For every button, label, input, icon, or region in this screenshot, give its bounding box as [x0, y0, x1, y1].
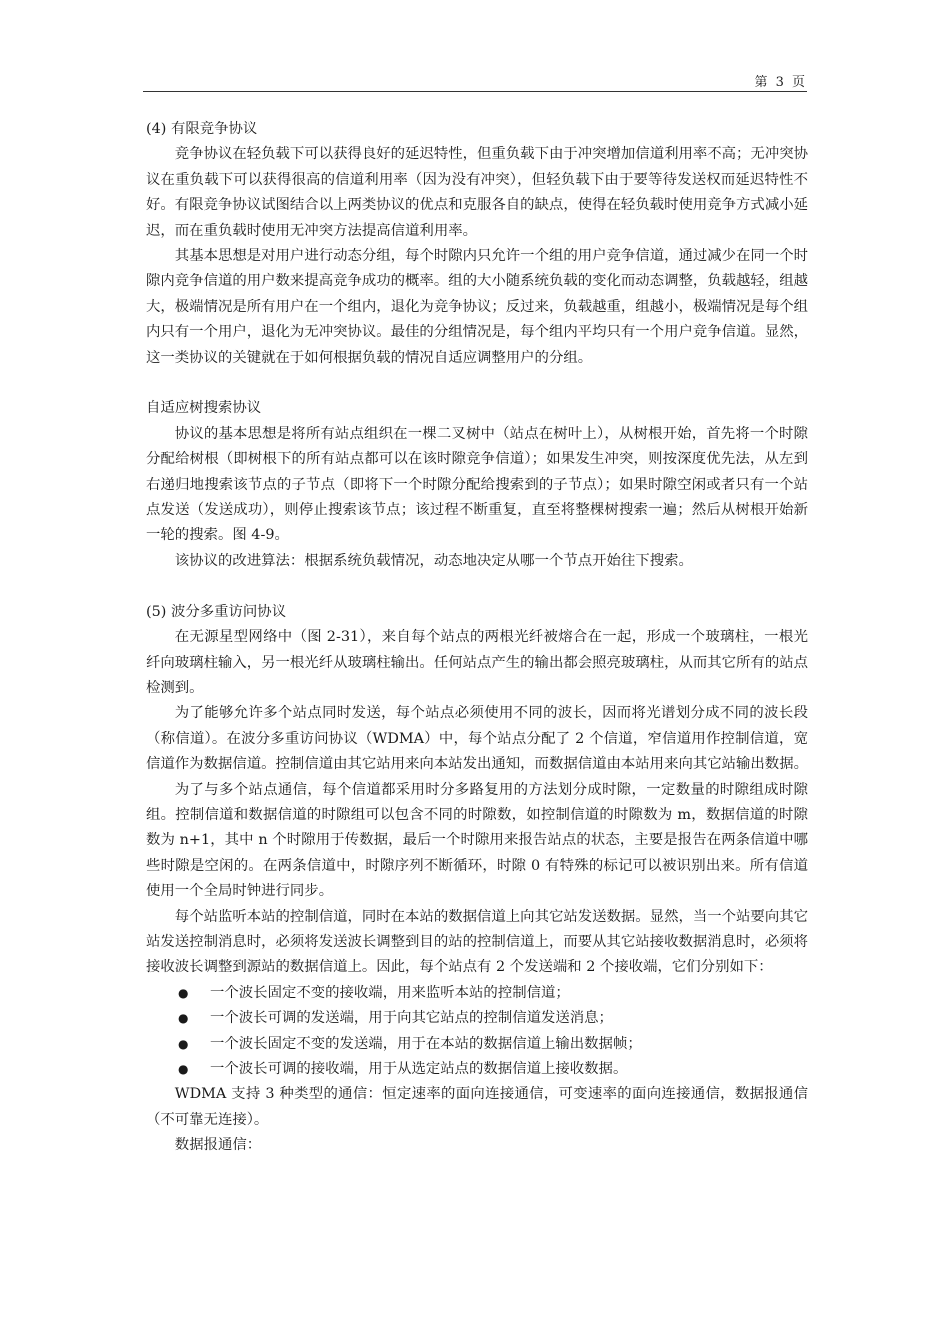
- paragraph: 数据报通信：: [174, 1137, 262, 1154]
- list-item: [146, 981, 808, 1006]
- spacer: [146, 371, 808, 396]
- list-item: [146, 1006, 808, 1031]
- list-item-text: 一个波长固定不变的接收端，用来监听本站的控制信道；: [210, 984, 570, 1001]
- paragraph: 在无源星型网络中（图 2-31），来自每个站点的两根光纤被熔合在一起，形成一个玻璃柱，一根光纤向玻璃柱输入，另一根光纤从玻璃柱输出。任何站点产生的输出都会照亮玻璃柱，从而其它所有的站点检测到。: [146, 629, 808, 696]
- section-heading-limited-contention: (4) 有限竞争协议: [146, 121, 258, 137]
- list-item: [146, 1057, 808, 1082]
- list-item: [146, 1032, 808, 1057]
- page-number-header: 第 3 页: [754, 75, 807, 90]
- document-body: [146, 117, 808, 1159]
- paragraph: 协议的基本思想是将所有站点组织在一棵二叉树中（站点在树叶上），从树根开始，首先将一个时隙分配给树根（即树根下的所有站点都可以在该时隙竞争信道）；如果发生冲突，则按深度优先法，从左到右递归地搜索该节点的子节点（即将下一个时隙分配给搜索到的子节点）；如果时隙空闲或者只有一个站点发送（发送成功），则停止搜索该节点；该过程不断重复，直至将整棵树搜索一遍；然后从树根开始新一轮的搜索。图 4-9。: [146, 425, 808, 544]
- bullet-icon: ●: [178, 1011, 189, 1026]
- list-item-text: 一个波长可调的发送端，用于向其它站点的控制信道发送消息；: [210, 1010, 613, 1027]
- paragraph: WDMA 支持 3 种类型的通信：恒定速率的面向连接通信，可变速率的面向连接通信，数据报通信（不可靠无连接）。: [146, 1086, 808, 1128]
- spacer: [146, 574, 808, 599]
- bullet-icon: ●: [178, 985, 189, 1000]
- paragraph: 每个站监听本站的控制信道，同时在本站的数据信道上向其它站发送数据。显然，当一个站要向其它站发送控制消息时，必须将发送波长调整到目的站的控制信道上，而要从其它站接收数据消息时，必须将接收波长调整到源站的数据信道上。因此，每个站点有 2 个发送端和 2 个接收端，它们分别如下：: [146, 908, 808, 976]
- paragraph: 为了与多个站点通信，每个信道都采用时分多路复用的方法划分成时隙，一定数量的时隙组成时隙组。控制信道和数据信道的时隙组可以包含不同的时隙数，如控制信道的时隙数为 m，数据信道的时隙数为 n+1，其中 n 个时隙用于传数据，最后一个时隙用来报告站点的状态，主要是报告在两条信道中哪些时隙是空闲的。在两条信道中，时隙序列不断循环，时隙 0 有特殊的标记可以被识别出来。所有信道使用一个全局时钟进行同步。: [146, 781, 808, 900]
- paragraph: 为了能够允许多个站点同时发送，每个站点必须使用不同的波长，因而将光谱划分成不同的波长段（称信道）。在波分多重访问协议（WDMA）中，每个站点分配了 2 个信道，窄信道用作控制信道，宽信道作为数据信道。控制信道由其它站用来向本站发出通知，而数据信道由本站用来向其它站输出数据。: [146, 705, 808, 773]
- section-heading-wdma: (5) 波分多重访问协议: [146, 603, 287, 620]
- bullet-icon: ●: [178, 1036, 189, 1051]
- bullet-icon: ●: [178, 1062, 189, 1076]
- paragraph: 竞争协议在轻负载下可以获得良好的延迟特性，但重负载下由于冲突增加信道利用率不高；无冲突协议在重负载下可以获得很高的信道利用率（因为没有冲突），但轻负载下由于要等待发送权而延迟特性不好。有限竞争协议试图结合以上两类协议的优点和克服各自的缺点，使得在轻负载时使用竞争方式减小延迟，而在重负载时使用无冲突方法提高信道利用率。: [146, 146, 808, 239]
- bullet-list: [146, 981, 808, 1083]
- header-rule: [143, 91, 807, 92]
- paragraph: 该协议的改进算法：根据系统负载情况，动态地决定从哪一个节点开始往下搜索。: [174, 552, 693, 569]
- list-item-text: 一个波长固定不变的发送端，用于在本站的数据信道上输出数据帧；: [210, 1035, 642, 1052]
- paragraph: 其基本思想是对用户进行动态分组，每个时隙内只允许一个组的用户竞争信道，通过减少在同一个时隙内竞争信道的用户数来提高竞争成功的概率。组的大小随系统负载的变化而动态调整，负载越轻，组越大，极端情况是所有用户在一个组内，退化为竞争协议；反过来，负载越重，组越小，极端情况是每个组内只有一个用户，退化为无冲突协议。最佳的分组情况是，每个组内平均只有一个用户竞争信道。显然，这一类协议的关键就在于如何根据负载的情况自适应调整用户的分组。: [146, 248, 808, 366]
- section-heading-adaptive-tree: 自适应树搜索协议: [146, 400, 262, 417]
- list-item-text: 一个波长可调的接收端，用于从选定站点的数据信道上接收数据。: [210, 1061, 628, 1077]
